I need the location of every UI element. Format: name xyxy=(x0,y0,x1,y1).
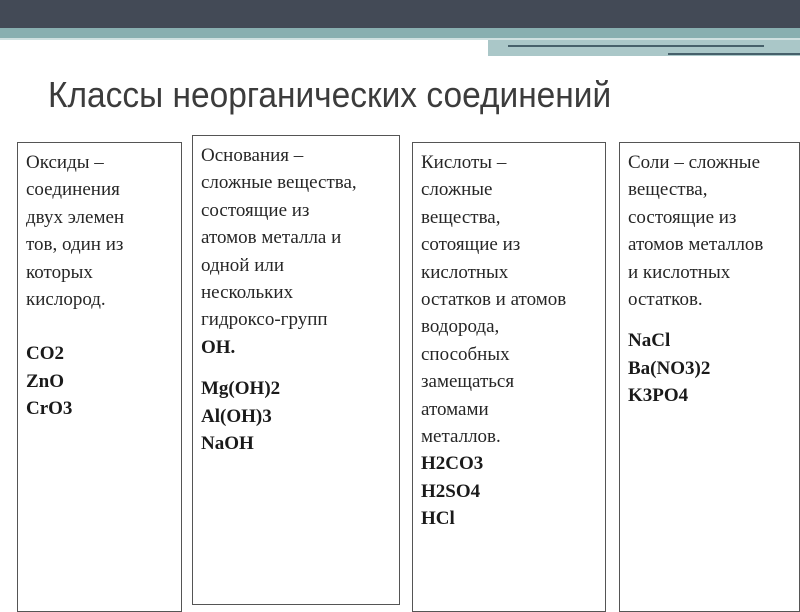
header-bar xyxy=(0,0,800,28)
salts-text-line: и кислотных xyxy=(628,261,731,283)
oxides-text-line: тов, один из xyxy=(26,234,124,256)
oxide-formula: CO2 xyxy=(26,343,64,365)
salts-text-line: вещества, xyxy=(628,179,708,201)
acid-formula: HCl xyxy=(421,508,455,530)
acids-text-line: кислотных xyxy=(421,261,509,283)
bases-text-line: Основания – xyxy=(201,145,304,166)
base-formula: NaOH xyxy=(201,433,254,455)
bases-text-line: сложные вещества, xyxy=(201,172,357,194)
header-accent-band xyxy=(0,28,800,38)
header-accent-stripe-short xyxy=(668,53,800,55)
bases-text-line: атомов металла и xyxy=(201,227,342,249)
acids-text-line: Кислоты – xyxy=(421,152,507,173)
spacer xyxy=(26,313,175,340)
oxide-formula: ZnO xyxy=(26,370,65,392)
slide-title: Классы неорганических соединений xyxy=(48,74,612,115)
spacer xyxy=(628,313,793,327)
acids-text-line: водорода, xyxy=(421,316,500,338)
salts-text-line: Соли – сложные xyxy=(628,152,761,173)
oxides-card xyxy=(17,142,182,612)
salt-formula: NaCl xyxy=(628,330,671,352)
acid-formula: H2SO4 xyxy=(421,480,481,502)
salt-formula: Ba(NO3)2 xyxy=(628,357,711,379)
salts-text-line: состоящие из xyxy=(628,206,737,228)
oxides-text-line: соединения xyxy=(26,179,120,201)
acids-text-line: замещаться xyxy=(421,371,515,393)
acids-text-line: сложные xyxy=(421,179,493,201)
base-formula: Al(OH)3 xyxy=(201,405,272,427)
oxides-text-line: двух элемен xyxy=(26,206,125,228)
acids-card xyxy=(412,142,606,612)
acids-text-line: вещества, xyxy=(421,206,501,228)
base-formula: Mg(OH)2 xyxy=(201,378,281,400)
acid-formula: H2CO3 xyxy=(421,453,484,475)
oxides-text-line: Оксиды – xyxy=(26,152,104,173)
acids-text-line: металлов. xyxy=(421,426,501,448)
salts-card xyxy=(619,142,800,612)
acids-text-line: сотоящие из xyxy=(421,234,521,256)
acids-text-line: способных xyxy=(421,343,510,365)
oxides-text-line: кислород. xyxy=(26,289,106,311)
salt-formula: K3PO4 xyxy=(628,385,689,407)
bases-text-line: состоящие из xyxy=(201,199,310,221)
oxide-formula: CrO3 xyxy=(26,398,73,420)
bases-card xyxy=(192,135,400,605)
acids-text-line: атомами xyxy=(421,398,489,420)
spacer xyxy=(201,361,393,375)
bases-text-line: одной или xyxy=(201,254,285,276)
acids-text-line: остатков и атомов xyxy=(421,289,567,311)
salts-text-line: атомов металлов xyxy=(628,234,764,256)
oxides-text-line: которых xyxy=(26,261,93,283)
hydroxyl-group-label: ОН. xyxy=(201,336,236,358)
bases-text-line: нескольких xyxy=(201,282,294,304)
header-accent-stripe xyxy=(508,45,764,47)
salts-text-line: остатков. xyxy=(628,289,703,311)
bases-text-line: гидроксо-групп xyxy=(201,309,328,331)
